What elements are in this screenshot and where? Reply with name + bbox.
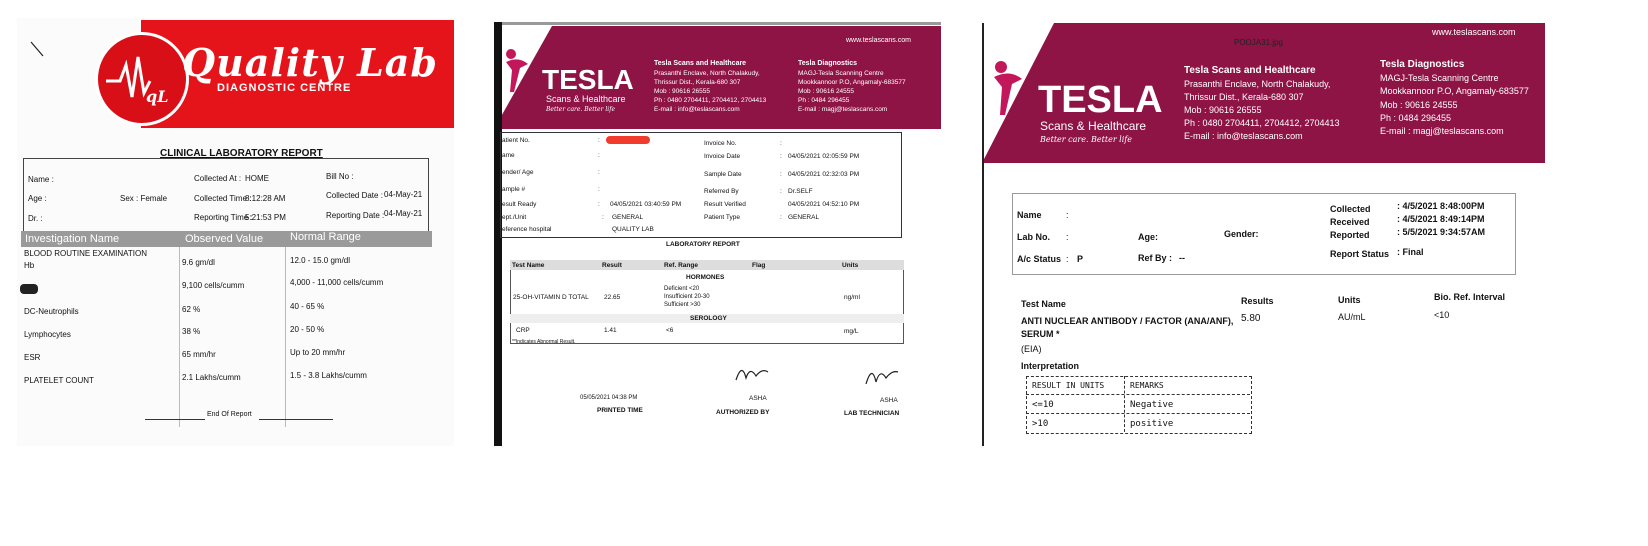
- scan-edge: [982, 23, 984, 446]
- org2-name: Tesla Diagnostics: [798, 60, 858, 67]
- gender-label: Gender:: [1224, 229, 1259, 239]
- patient-no-label: atient No.: [502, 137, 530, 144]
- row-name-lymphocytes: Lymphocytes: [24, 330, 71, 339]
- row-value-lymphocytes: 38 %: [182, 327, 201, 336]
- row-value-wbc: 9,100 cells/cumm: [182, 281, 245, 290]
- redaction-mark: [20, 284, 38, 294]
- row-range-lymphocytes: 20 - 50 %: [290, 325, 325, 334]
- tesla-ana-report: [982, 23, 1545, 446]
- org2-address1: MAGJ-Tesla Scanning Centre: [798, 70, 884, 77]
- colon: :: [780, 153, 782, 160]
- collected-date-label: Collected Date :: [326, 191, 383, 200]
- vitd-name: 25-OH-VITAMIN D TOTAL: [513, 294, 589, 301]
- tagline: Better care. Better life: [1040, 135, 1132, 144]
- row-range-platelet: 1.5 - 3.8 Lakhs/cumm: [290, 371, 367, 380]
- colon: :: [598, 169, 600, 176]
- row-value-neutrophils: 62 %: [182, 305, 201, 314]
- technician-signature: [862, 360, 902, 390]
- brand-name: TESLA: [542, 64, 634, 95]
- received-label: Received: [1330, 217, 1370, 227]
- colon: :: [780, 171, 782, 178]
- section-serology: SEROLOGY: [690, 315, 727, 322]
- interp-row1-remark: Negative: [1130, 400, 1174, 410]
- org1-address1: Prasanthi Enclave, North Chalakudy,: [654, 70, 760, 77]
- interpretation-row-line: [1026, 413, 1250, 414]
- brand-subtitle: DIAGNOSTIC CENTRE: [217, 82, 352, 94]
- report-title: LABORATORY REPORT: [666, 241, 740, 248]
- quality-lab-report: [17, 18, 454, 446]
- tagline: Better care. Better life: [546, 106, 615, 113]
- end-of-report: End Of Report: [207, 411, 252, 418]
- patient-type-value: GENERAL: [788, 214, 820, 221]
- collected-value: : 4/5/2021 8:48:00PM: [1397, 201, 1485, 211]
- org1-email: E-mail : info@teslascans.com: [654, 106, 740, 113]
- org1-mobile: Mob : 90616 26555: [1184, 105, 1262, 115]
- ac-status-value: P: [1077, 254, 1084, 264]
- reference-hospital-value: QUALITY LAB: [612, 226, 654, 233]
- reporting-date-label: Reporting Date :: [326, 211, 385, 220]
- org1-mobile: Mob : 90616 26555: [654, 88, 711, 95]
- report-title: CLINICAL LABORATORY REPORT: [160, 148, 323, 159]
- interp-row1-result: <=10: [1032, 400, 1054, 410]
- crp-result: 1.41: [604, 327, 617, 334]
- report-status-value: : Final: [1397, 247, 1424, 257]
- colon: :: [598, 201, 600, 208]
- org2-phone: Ph : 0484 296455: [798, 97, 850, 104]
- test-units: AU/mL: [1338, 312, 1366, 322]
- col-result: Result: [602, 262, 622, 269]
- col-observed: Observed Value: [185, 233, 264, 245]
- section-title: BLOOD ROUTINE EXAMINATION: [24, 249, 147, 258]
- reporting-time-value: 5:21:53 PM: [245, 213, 286, 222]
- collected-time-value: 8:12:28 AM: [245, 194, 286, 203]
- colon: :: [598, 137, 600, 144]
- collected-at-value: HOME: [245, 174, 269, 183]
- interp-row2-remark: positive: [1130, 419, 1174, 429]
- interpretation-divider: [1124, 376, 1125, 432]
- reported-value: : 5/5/2021 9:34:57AM: [1397, 227, 1486, 237]
- col-test-name: Test Name: [1021, 299, 1066, 309]
- authorized-name: ASHA: [749, 395, 767, 402]
- colon: :: [598, 152, 600, 159]
- crp-name: CRP: [516, 327, 530, 334]
- printed-time-label: PRINTED TIME: [597, 407, 643, 414]
- row-name-neutrophils: DC-Neutrophils: [24, 307, 79, 316]
- col-units: Units: [842, 262, 859, 269]
- sample-date-label: Sample Date: [704, 171, 742, 178]
- test-result: 5.80: [1241, 313, 1261, 324]
- age-label: Age:: [1138, 232, 1158, 242]
- abnormal-note: **Indicates Abnormal Result.: [512, 339, 576, 345]
- lab-no-label: Lab No.: [1017, 232, 1050, 242]
- interpretation-row-line: [1026, 394, 1250, 395]
- row-name-esr: ESR: [24, 353, 41, 362]
- dept-unit-label: ept./Unit: [502, 214, 527, 221]
- org2-name: Tesla Diagnostics: [1380, 59, 1465, 70]
- interp-col-remarks: REMARKS: [1130, 381, 1164, 390]
- org1-address2: Thrissur Dist., Kerala-680 307: [654, 79, 741, 86]
- brand-name: TESLA: [1038, 79, 1163, 121]
- crp-units: mg/L: [844, 328, 859, 335]
- pulse-icon: [98, 35, 186, 123]
- reported-label: Reported: [1330, 230, 1370, 240]
- sample-no-label: ample #: [502, 186, 526, 193]
- result-ready-label: esult Ready: [502, 201, 537, 208]
- row-range-neutrophils: 40 - 65 %: [290, 302, 325, 311]
- name-label: Name: [1017, 210, 1042, 220]
- bill-no-label: Bill No :: [326, 172, 354, 181]
- col-flag: Flag: [752, 262, 766, 269]
- brand-subtitle: Scans & Healthcare: [1040, 119, 1147, 133]
- colon: :: [1066, 254, 1069, 264]
- dept-unit-value: GENERAL: [612, 214, 644, 221]
- authorized-signature: [732, 358, 772, 388]
- org1-phone: Ph : 0480 2704411, 2704412, 2704413: [1184, 118, 1340, 128]
- colon: :: [1066, 210, 1069, 220]
- technician-label: LAB TECHNICIAN: [844, 410, 900, 417]
- col-results: Results: [1241, 296, 1274, 306]
- reporting-date-value: 04-May-21: [384, 209, 423, 218]
- result-verified-label: Result Verified: [704, 201, 746, 208]
- printed-time-value: 05/05/2021 04:38 PM: [580, 395, 638, 401]
- row-range-esr: Up to 20 mm/hr: [290, 348, 346, 357]
- row-name-hb: Hb: [24, 261, 35, 270]
- org1-phone: Ph : 0480 2704411, 2704412, 2704413: [654, 97, 767, 104]
- col-ref-range: Ref. Range: [664, 262, 698, 269]
- colon: :: [598, 186, 600, 193]
- reporting-time-label: Reporting Time :: [194, 213, 253, 222]
- column-divider: [285, 247, 286, 427]
- result-verified-value: 04/05/2021 04:52:10 PM: [788, 201, 860, 208]
- collected-label: Collected: [1330, 204, 1371, 214]
- authorized-label: AUTHORIZED BY: [716, 409, 770, 416]
- colon: :: [780, 140, 782, 147]
- reference-hospital-label: eference hospital: [502, 226, 552, 233]
- end-line-left: [145, 419, 205, 420]
- vitd-units: ng/ml: [844, 294, 860, 301]
- test-method: (EIA): [1021, 344, 1042, 354]
- col-normal-range: Normal Range: [290, 231, 361, 243]
- sex-field: Sex : Female: [120, 194, 168, 203]
- referred-by-value: Dr.SELF: [788, 188, 813, 195]
- tesla-figure-icon: [504, 46, 530, 96]
- org2-address1: MAGJ-Tesla Scanning Centre: [1380, 73, 1499, 83]
- row-value-hb: 9.6 gm/dl: [182, 258, 215, 267]
- invoice-date-label: Invoice Date: [704, 153, 741, 160]
- received-value: : 4/5/2021 8:49:14PM: [1397, 214, 1485, 224]
- collected-date-value: 04-May-21: [384, 190, 423, 199]
- interp-col-result: RESULT IN UNITS: [1032, 381, 1105, 390]
- ref-by-value: --: [1179, 253, 1185, 263]
- colon: :: [602, 214, 604, 221]
- file-label: POOJA31.jpg: [1234, 38, 1283, 47]
- vitd-result: 22.65: [604, 294, 621, 301]
- org2-address2: Mookkannoor P.O, Angamaly-683577: [1380, 86, 1529, 96]
- section-hormones: HORMONES: [686, 274, 725, 281]
- colon: :: [780, 188, 782, 195]
- row-range-hb: 12.0 - 15.0 gm/dl: [290, 256, 351, 265]
- ac-status-label: A/c Status: [1017, 254, 1062, 264]
- patient-info-box: [500, 132, 902, 238]
- org1-name: Tesla Scans and Healthcare: [654, 60, 747, 67]
- collected-time-label: Collected Time :: [194, 194, 252, 203]
- interp-row2-result: >10: [1032, 419, 1049, 429]
- sample-date-value: 04/05/2021 02:32:03 PM: [788, 171, 860, 178]
- top-edge: [494, 22, 941, 25]
- report-status-label: Report Status: [1330, 249, 1390, 259]
- org2-mobile: Mob : 90616 24555: [798, 88, 855, 95]
- website: www.teslascans.com: [1432, 27, 1516, 37]
- invoice-no-label: Invoice No.: [704, 140, 737, 147]
- crp-range: <6: [666, 327, 674, 334]
- row-name-platelet: PLATELET COUNT: [24, 376, 94, 385]
- vitd-range-deficient: Deficient <20: [664, 286, 700, 292]
- org1-name: Tesla Scans and Healthcare: [1184, 65, 1316, 76]
- org1-address2: Thrissur Dist., Kerala-680 307: [1184, 92, 1304, 102]
- end-line-right: [259, 419, 333, 420]
- test-name-line2: SERUM *: [1021, 329, 1060, 339]
- referred-by-label: Referred By: [704, 188, 739, 195]
- dr-label: Dr. :: [28, 214, 43, 223]
- result-ready-value: 04/05/2021 03:40:59 PM: [610, 201, 682, 208]
- technician-name: ASHA: [880, 397, 898, 404]
- quality-lab-logo: [95, 32, 189, 126]
- col-investigation: Investigation Name: [25, 233, 120, 245]
- test-ref-interval: <10: [1434, 310, 1450, 320]
- collected-at-label: Collected At :: [194, 174, 242, 183]
- org2-email: E-mail : magj@teslascans.com: [1380, 126, 1504, 136]
- ref-by-label: Ref By :: [1138, 253, 1173, 263]
- row-range-wbc: 4,000 - 11,000 cells/cumm: [290, 278, 384, 287]
- patient-type-label: Patient Type: [704, 214, 741, 221]
- row-value-esr: 65 mm/hr: [182, 350, 216, 359]
- age-label: Age :: [28, 194, 47, 203]
- col-test-name: Test Name: [512, 262, 545, 269]
- tesla-figure-icon: [992, 57, 1024, 119]
- test-name-line1: ANTI NUCLEAR ANTIBODY / FACTOR (ANA/ANF),: [1021, 316, 1234, 326]
- org2-email: E-mail : magj@teslascans.com: [798, 106, 888, 113]
- col-units: Units: [1338, 295, 1361, 305]
- col-bio-ref: Bio. Ref. Interval: [1434, 292, 1506, 302]
- name-label: Name :: [28, 175, 54, 184]
- pen-mark-icon: [29, 40, 49, 60]
- vitd-range-sufficient: Sufficient >30: [664, 302, 701, 308]
- tesla-laboratory-report: [494, 22, 941, 446]
- brand-subtitle: Scans & Healthcare: [546, 94, 626, 104]
- logo-text: qL: [146, 87, 169, 106]
- brand-name: Quality Lab: [182, 40, 438, 85]
- interpretation-title: Interpretation: [1021, 361, 1080, 371]
- row-value-platelet: 2.1 Lakhs/cumm: [182, 373, 241, 382]
- gender-age-label: ender/ Age: [502, 169, 534, 176]
- website: www.teslascans.com: [846, 37, 911, 44]
- org2-phone: Ph : 0484 296455: [1380, 113, 1452, 123]
- name-label: ame: [502, 152, 515, 159]
- vitd-range-insufficient: Insufficient 20-30: [664, 294, 710, 300]
- redaction-mark: [606, 136, 650, 144]
- org2-address2: Mookkannoor P.O, Angamaly-683577: [798, 79, 906, 86]
- colon: :: [1066, 232, 1069, 242]
- org1-email: E-mail : info@teslascans.com: [1184, 131, 1303, 141]
- org2-mobile: Mob : 90616 24555: [1380, 100, 1458, 110]
- invoice-date-value: 04/05/2021 02:05:59 PM: [788, 153, 860, 160]
- column-divider: [179, 247, 180, 427]
- colon: :: [780, 214, 782, 221]
- org1-address1: Prasanthi Enclave, North Chalakudy,: [1184, 79, 1331, 89]
